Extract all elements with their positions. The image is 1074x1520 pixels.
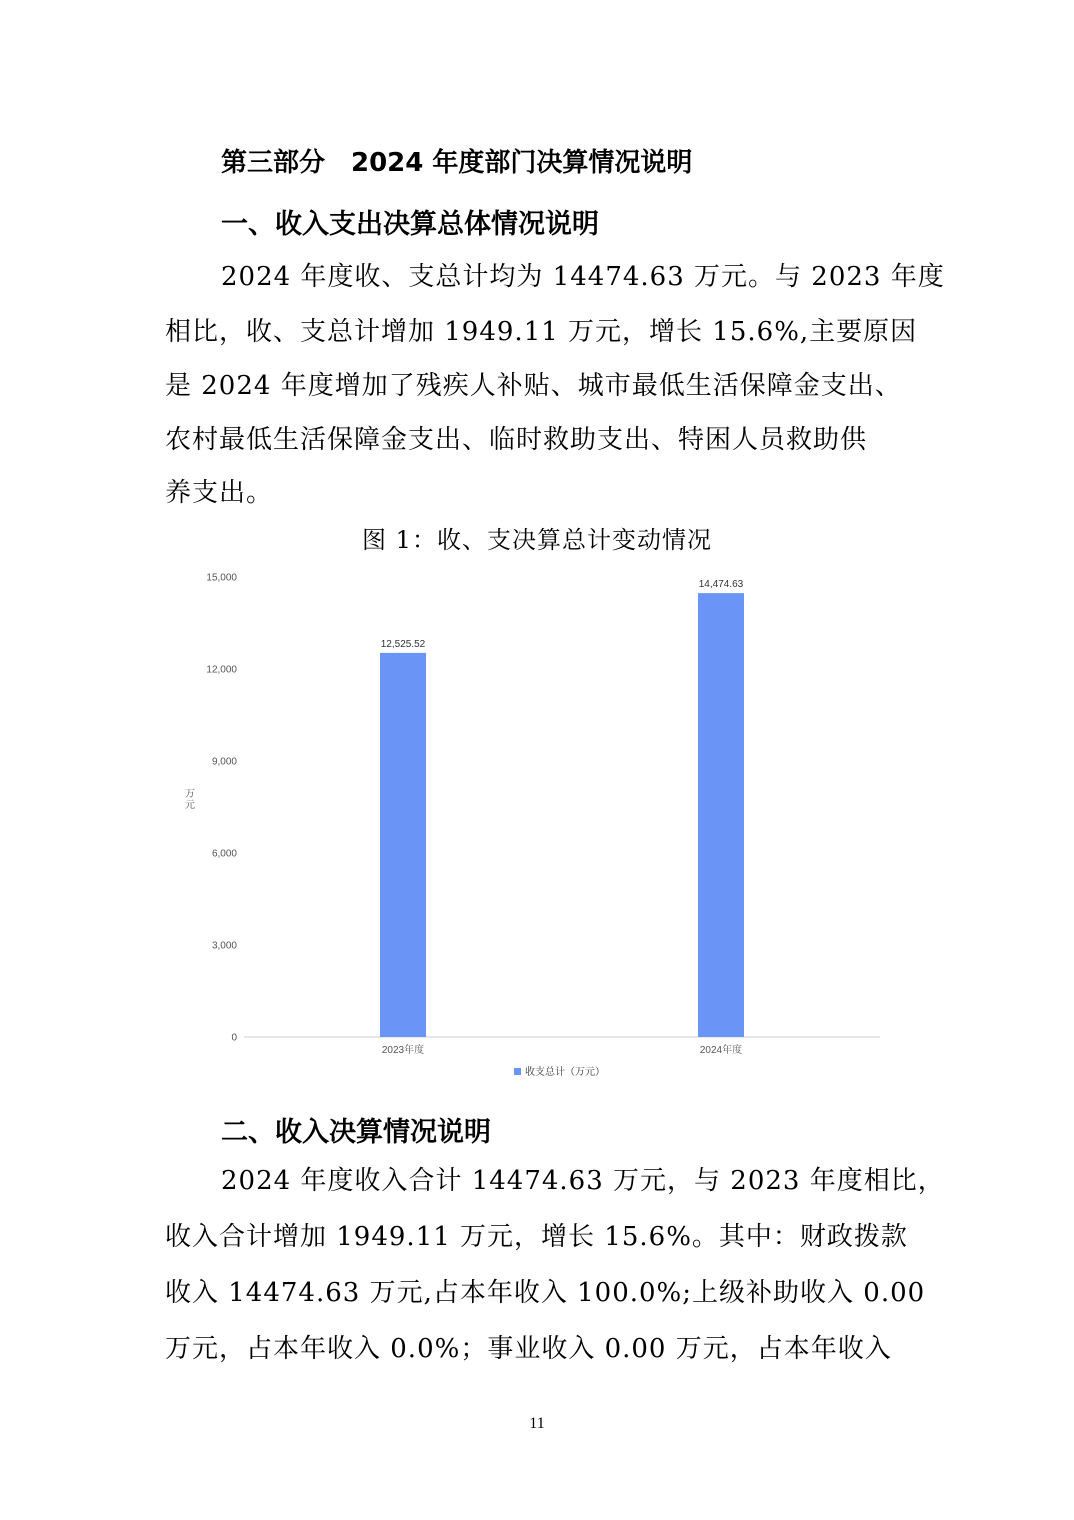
section2-line-2: 收入合计增加 1949.11 万元，增长 15.6%。其中：财政拨款 [165, 1222, 908, 1252]
x-axis [382, 1043, 742, 1056]
y-tick-label: 6,000 [211, 848, 237, 860]
y-tick-label: 15,000 [206, 572, 237, 584]
x-tick-label: 2023年度 [381, 1045, 425, 1056]
section1-line-2: 相比，收、支总计增加 1949.11 万元，增长 15.6%,主要原因 [165, 317, 918, 347]
section1-title: 一、收入支出决算总体情况说明 [221, 209, 599, 240]
legend-swatch [514, 1068, 521, 1075]
section2-line-3: 收入 14474.63 万元,占本年收入 100.0%;上级补助收入 0.00 [165, 1278, 926, 1308]
bars [380, 579, 744, 1037]
bar-chart [170, 560, 900, 1090]
bar [698, 593, 744, 1037]
y-axis [206, 573, 237, 1044]
legend [514, 1065, 605, 1078]
y-tick-label: 9,000 [211, 756, 237, 768]
section2-line-1: 2024 年度收入合计 14474.63 万元，与 2023 年度相比， [221, 1166, 945, 1196]
bar-value-label: 14,474.63 [698, 579, 744, 591]
bar-value-label: 12,525.52 [380, 638, 426, 650]
section1-line-4: 农村最低生活保障金支出、临时救助支出、特困人员救助供 [165, 425, 868, 455]
section1-line-5: 养支出。 [165, 478, 274, 508]
y-tick-label: 0 [231, 1032, 237, 1044]
page-number: 11 [529, 1415, 545, 1432]
section2-line-4: 万元，占本年收入 0.0%；事业收入 0.00 万元，占本年收入 [165, 1334, 892, 1364]
y-axis-label: 万元 [185, 789, 195, 811]
part-title: 第三部分 2024 年度部门决算情况说明 [221, 148, 693, 178]
chart-svg [170, 560, 900, 1090]
figure-caption: 图 1：收、支决算总计变动情况 [362, 526, 712, 554]
y-tick-label: 12,000 [206, 664, 237, 676]
y-tick-label: 3,000 [211, 940, 237, 952]
section1-line-1: 2024 年度收、支总计均为 14474.63 万元。与 2023 年度 [221, 262, 945, 292]
legend-label: 收支总计（万元） [525, 1067, 605, 1078]
x-tick-label: 2024年度 [699, 1045, 743, 1056]
section2-title: 二、收入决算情况说明 [221, 1117, 491, 1148]
section1-line-3: 是 2024 年度增加了残疾人补贴、城市最低生活保障金支出、 [165, 371, 902, 401]
bar [380, 653, 426, 1037]
